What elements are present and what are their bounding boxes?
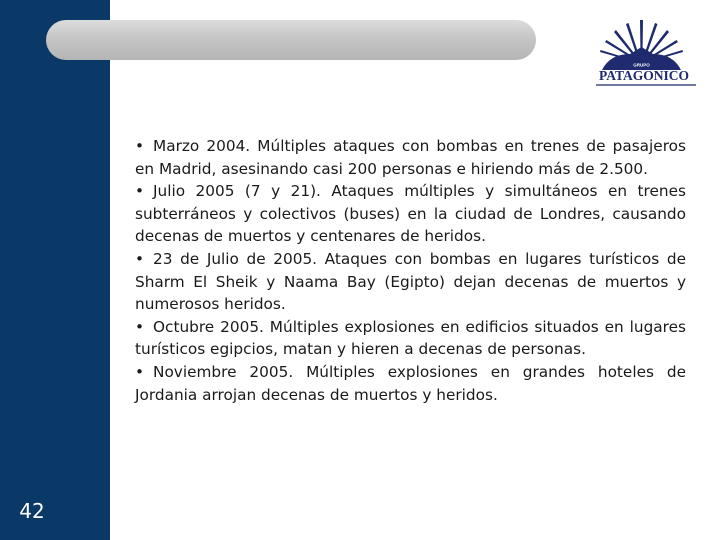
list-item <box>135 361 686 406</box>
bullet-marker: • <box>135 182 145 201</box>
list-item <box>135 316 686 361</box>
logo-name: PATAGONICO <box>599 68 689 83</box>
bullet-text: Octubre 2005. Múltiples explosiones en edificios situados en lugares turísticos egipcios, matan y hieren a decenas de personas. <box>135 317 686 359</box>
page-number: 42 <box>19 499 45 523</box>
bullet-text: Julio 2005 (7 y 21). Ataques múltiples y simultáneos en trenes subterráneos y colectivos (buses) en la ciudad de Londres, causando decenas de muertos y centenares de heridos. <box>135 182 686 246</box>
list-item <box>135 135 686 180</box>
title-bar <box>46 20 536 60</box>
grupo-patagonico-logo <box>590 14 702 94</box>
sidebar-band <box>0 0 110 540</box>
bullet-list <box>135 135 686 406</box>
logo-top-text: GRUPO <box>633 62 650 68</box>
list-item <box>135 248 686 316</box>
bullet-text: Noviembre 2005. Múltiples explosiones en grandes hoteles de Jordania arrojan decenas de muertos y heridos. <box>135 362 686 404</box>
bullet-text: Marzo 2004. Múltiples ataques con bombas en trenes de pasajeros en Madrid, asesinando casi 200 personas e hiriendo más de 2.500. <box>135 137 686 178</box>
bullet-marker: • <box>135 249 145 268</box>
bullet-marker: • <box>135 317 145 336</box>
bullet-marker: • <box>135 362 145 381</box>
bullet-marker: • <box>135 137 145 155</box>
bullet-text: 23 de Julio de 2005. Ataques con bombas en lugares turísticos de Sharm El Sheik y Naama Bay (Egipto) dejan decenas de muertos y numerosos heridos. <box>135 249 686 314</box>
list-item <box>135 180 686 248</box>
